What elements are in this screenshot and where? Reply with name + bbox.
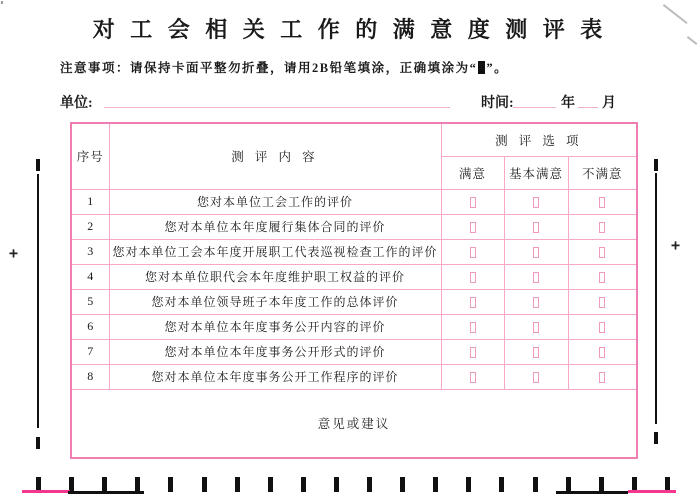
option-cell [568,239,637,264]
column-header-content: 测 评 内 容 [109,123,441,189]
option-cell [504,289,568,314]
month-label: 月 [602,96,616,111]
question-text: 您对本单位工会工作的评价 [109,189,441,214]
timing-mark [301,477,306,492]
table-row [71,339,637,364]
left-sync-dash-top [36,159,40,171]
column-header-not-satisfied: 不满意 [568,156,637,189]
year-input-line[interactable] [513,94,556,108]
fill-bubble[interactable] [533,297,539,308]
option-cell [568,264,637,289]
column-header-basically-satisfied: 基本满意 [504,156,568,189]
column-header-index: 序号 [71,123,109,189]
timing-mark [499,477,504,492]
option-cell [568,314,637,339]
corner-scan-dot [1,1,3,4]
table-row [71,314,637,339]
option-cell [441,264,504,289]
evaluation-table [70,122,638,459]
option-cell [568,214,637,239]
row-number: 7 [71,339,109,364]
option-cell [504,189,568,214]
fill-bubble[interactable] [470,272,476,283]
question-text: 您对本单位工会本年度开展职工代表巡视检查工作的评价 [109,239,441,264]
fill-bubble[interactable] [470,197,476,208]
fill-bubble[interactable] [599,347,605,358]
row-number: 3 [71,239,109,264]
right-registration-plus-icon: + [671,236,681,254]
option-cell [504,264,568,289]
option-cell [504,214,568,239]
timing-mark [466,477,471,492]
left-registration-plus-icon: + [9,244,19,262]
fill-bubble[interactable] [599,247,605,258]
option-cell [568,339,637,364]
time-label: 时间: [481,96,514,111]
timing-mark [367,477,372,492]
fill-bubble[interactable] [533,372,539,383]
timing-mark [599,477,604,492]
eval-table-body [71,189,637,389]
option-cell [504,339,568,364]
bottom-edge-pink-right [628,490,676,493]
fill-bubble[interactable] [533,197,539,208]
table-row [71,214,637,239]
timing-mark [533,477,538,492]
comments-cell[interactable]: 意见或建议 [71,389,637,458]
row-number: 2 [71,214,109,239]
fill-bubble[interactable] [599,197,605,208]
fill-bubble[interactable] [470,297,476,308]
fill-bubble[interactable] [599,322,605,333]
timing-mark [433,477,438,492]
fill-bubble[interactable] [470,222,476,233]
year-label: 年 [561,96,575,111]
fill-bubble[interactable] [470,372,476,383]
option-cell [441,214,504,239]
timing-mark [268,477,273,492]
fill-example-mark-icon [478,61,485,74]
fill-bubble[interactable] [533,347,539,358]
row-number: 5 [71,289,109,314]
row-number: 1 [71,189,109,214]
right-sync-dash-top [654,159,658,171]
option-cell [504,364,568,389]
unit-label: 单位: [60,96,93,111]
timing-mark [235,477,240,492]
fill-bubble[interactable] [533,247,539,258]
right-sync-line [655,173,657,424]
question-text: 您对本单位本年度履行集体合同的评价 [109,214,441,239]
row-number: 8 [71,364,109,389]
option-cell [441,314,504,339]
column-header-satisfied: 满意 [441,156,504,189]
timing-mark [566,477,571,492]
bottom-edge-pink-left [22,490,70,493]
table-row [71,289,637,314]
fill-bubble[interactable] [599,222,605,233]
left-sync-dash-bottom [36,437,40,449]
notice-text-prefix: 注意事项：请保持卡面平整勿折叠，请用2B铅笔填涂，正确填涂为“ [60,61,478,75]
option-cell [568,289,637,314]
fill-bubble[interactable] [599,272,605,283]
month-input-line[interactable] [578,94,598,108]
bottom-edge-black-left [68,491,144,494]
option-cell [504,239,568,264]
fill-bubble[interactable] [533,322,539,333]
fill-bubble[interactable] [599,372,605,383]
question-text: 您对本单位领导班子本年度工作的总体评价 [109,289,441,314]
question-text: 您对本单位本年度事务公开内容的评价 [109,314,441,339]
column-header-options-group: 测 评 选 项 [441,123,637,156]
timing-mark [168,477,173,492]
option-cell [504,314,568,339]
fill-bubble[interactable] [470,247,476,258]
timing-mark [334,477,339,492]
option-cell [441,189,504,214]
fill-bubble[interactable] [599,297,605,308]
question-text: 您对本单位本年度事务公开形式的评价 [109,339,441,364]
fill-bubble[interactable] [470,347,476,358]
question-text: 您对本单位职代会本年度维护职工权益的评价 [109,264,441,289]
timing-mark [135,477,140,492]
timing-mark [400,477,405,492]
table-row [71,239,637,264]
timing-marks [0,477,700,492]
row-number: 6 [71,314,109,339]
bottom-edge-black-right [556,491,628,494]
form-title: 对 工 会 相 关 工 作 的 满 意 度 测 评 表 [92,17,608,42]
timing-mark [102,477,107,492]
option-cell [441,289,504,314]
table-row [71,364,637,389]
question-text: 您对本单位本年度事务公开工作程序的评价 [109,364,441,389]
option-cell [441,239,504,264]
option-cell [568,364,637,389]
option-cell [441,339,504,364]
table-row [71,189,637,214]
unit-input-line[interactable] [104,94,450,108]
right-sync-dash-bottom [654,432,658,444]
left-sync-line [37,174,39,428]
timing-mark [202,477,207,492]
notice-line [60,58,508,76]
fill-bubble[interactable] [533,222,539,233]
option-cell [568,189,637,214]
notice-text-suffix: ”。 [486,61,509,75]
fill-bubble[interactable] [470,322,476,333]
row-number: 4 [71,264,109,289]
table-row [71,264,637,289]
option-cell [441,364,504,389]
fill-bubble[interactable] [533,272,539,283]
